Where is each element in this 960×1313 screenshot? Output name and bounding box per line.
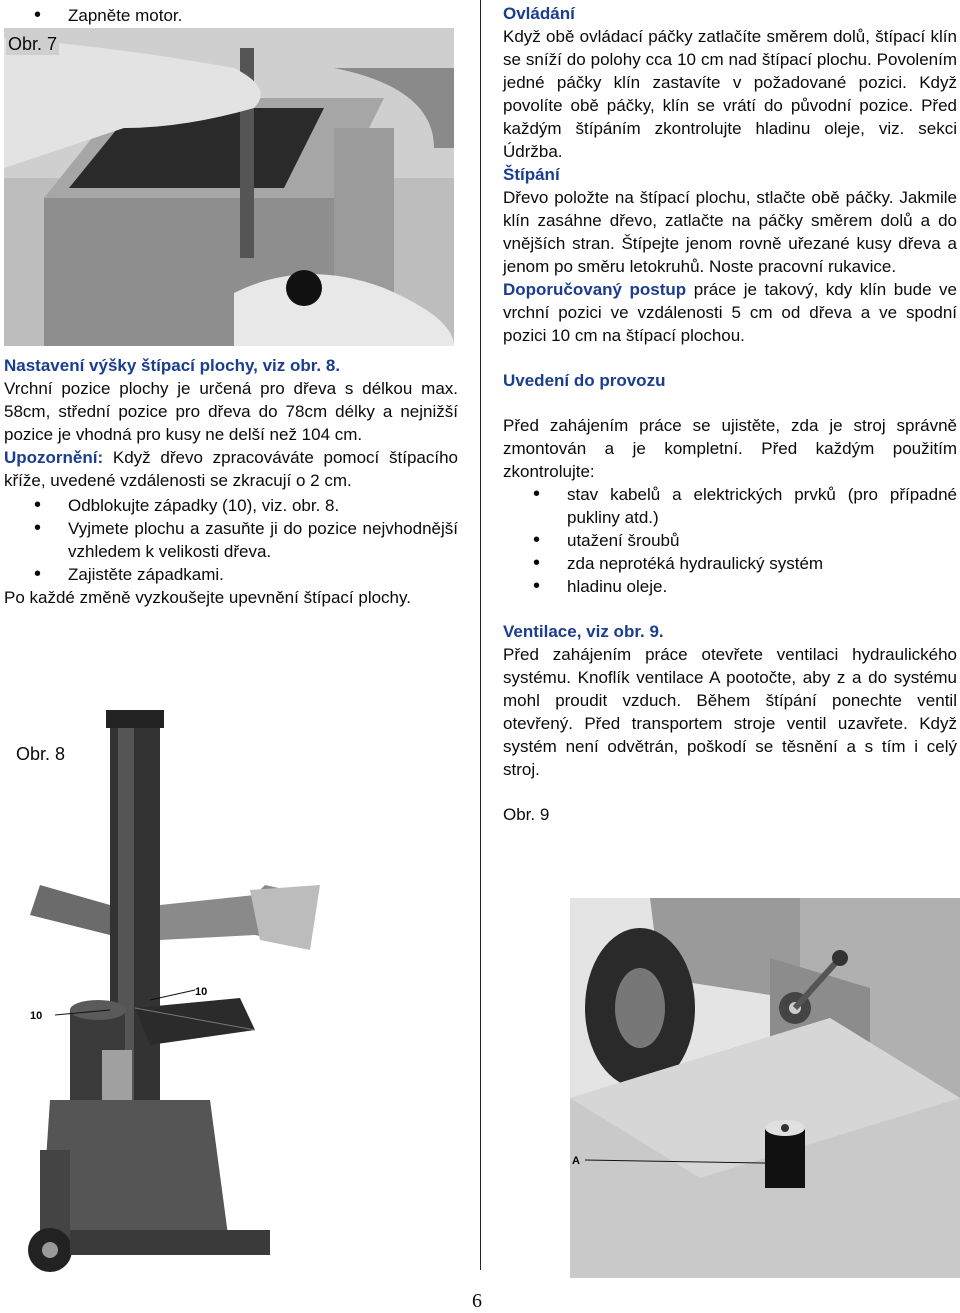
after-change-paragraph: Po každé změně vyzkoušejte upevnění štípací plochy. <box>4 588 411 607</box>
figure-8-drawing <box>10 710 450 1280</box>
figure-8 <box>10 710 450 1280</box>
recommended-text: práce je takový, kdy klín bude ve vrchní pozici ve vzdálenosti 5 cm od dřeva a ve spodní pozici 10 cm na štípací plochou. <box>503 280 957 345</box>
bullet-item <box>4 494 458 517</box>
check-item <box>503 483 957 529</box>
split-heading-text: Štípání <box>503 165 560 184</box>
height-heading-text: Nastavení výšky štípací plochy, viz obr. 8. <box>4 356 341 375</box>
bullet-item <box>4 517 458 563</box>
figure-7-drawing <box>4 28 454 346</box>
figure-9-photo <box>570 898 960 1278</box>
figure-8-callout-left: 10 <box>30 1010 43 1022</box>
page-number: 6 <box>472 1290 482 1312</box>
figure-8-callout-right: 10 <box>195 986 208 998</box>
bullet-text: Vyjmete plochu a zasuňte ji do pozice nejvhodnější vzhledem k velikosti dřeva. <box>68 519 458 561</box>
check-text: zda neprotéká hydraulický systém <box>567 554 824 573</box>
control-paragraph: Když obě ovládací páčky zatlačíte směrem dolů, štípací klín se sníží do polohy cca 10 cm nad štípací plochu. Povolením jedné páčky klín zastavíte v požadované pozici. Když povolíte obě páčky, klín se vrátí do původní pozice. Před každým štípáním zkontrolujte hladinu oleje, viz. sekci Údržba. <box>503 27 957 161</box>
bullet-item <box>4 563 458 586</box>
height-heading <box>4 354 458 377</box>
split-heading <box>503 163 957 186</box>
vent-heading-text: Ventilace, viz obr. 9. <box>503 622 664 641</box>
warning-label: Upozornění: <box>4 448 104 467</box>
check-item <box>503 529 957 552</box>
start-motor-item <box>4 4 488 27</box>
figure-8-label: Obr. 8 <box>16 744 66 764</box>
figure-9-drawing <box>570 898 960 1278</box>
figure-7-photo <box>4 28 454 346</box>
right-column <box>503 2 957 826</box>
startup-paragraph: Před zahájením práce se ujistěte, zda je stroj správně zmontován a je kompletní. Před každým použitím zkontrolujte: <box>503 416 957 481</box>
check-text: utažení šroubů <box>567 531 680 550</box>
startup-heading-text: Uvedení do provozu <box>503 371 666 390</box>
recommended-label: Doporučovaný postup <box>503 280 687 299</box>
start-motor-text: Zapněte motor. <box>68 6 183 25</box>
startup-heading <box>503 369 957 392</box>
check-text: stav kabelů a elektrických prvků (pro případné pukliny atd.) <box>567 485 957 527</box>
check-item <box>503 575 957 598</box>
height-section <box>4 354 458 609</box>
check-item <box>503 552 957 575</box>
height-paragraph: Vrchní pozice plochy je určená pro dřeva s délkou max. 58cm, střední pozice pro dřeva do 78cm délky a nejnižší pozice je vhodná pro kusy ne delší než 104 cm. <box>4 379 458 444</box>
control-heading-text: Ovládání <box>503 4 575 23</box>
warning-text: Když dřevo zpracováváte pomocí štípacího kříže, uvedené vzdálenosti se zkracují o 2 cm. <box>4 448 458 490</box>
bullet-text: Odblokujte západky (10), viz. obr. 8. <box>68 496 340 515</box>
vent-heading <box>503 620 957 643</box>
figure-9-label: Obr. 9 <box>503 805 550 824</box>
control-heading <box>503 2 957 25</box>
figure-7-label: Obr. 7 <box>8 34 58 54</box>
warning-paragraph <box>4 446 458 492</box>
recommended-paragraph <box>503 278 957 347</box>
vent-paragraph: Před zahájením práce otevřete ventilaci hydraulického systému. Knoflík ventilace A pootočte, aby z a do systému mohl proudit vzduch. Během štípání ponechte ventil otevřený. Před transportem stroje ventil uzavřete. Když systém není odvětrán, poškodí se těsnění a s tím i celý stroj. <box>503 645 957 779</box>
figure-9-callout: A <box>572 1155 580 1167</box>
split-paragraph: Dřevo položte na štípací plochu, stlačte obě páčky. Jakmile klín zasáhne dřevo, zatlačte na páčky směrem dolů a do vnějších stran. Štípejte jenom rovně uřezané kusy dřeva a jenom po směru letokruhů. Noste pracovní rukavice. <box>503 188 957 276</box>
check-text: hladinu oleje. <box>567 577 668 596</box>
column-divider <box>480 0 481 1270</box>
bullet-text: Zajistěte západkami. <box>68 565 224 584</box>
